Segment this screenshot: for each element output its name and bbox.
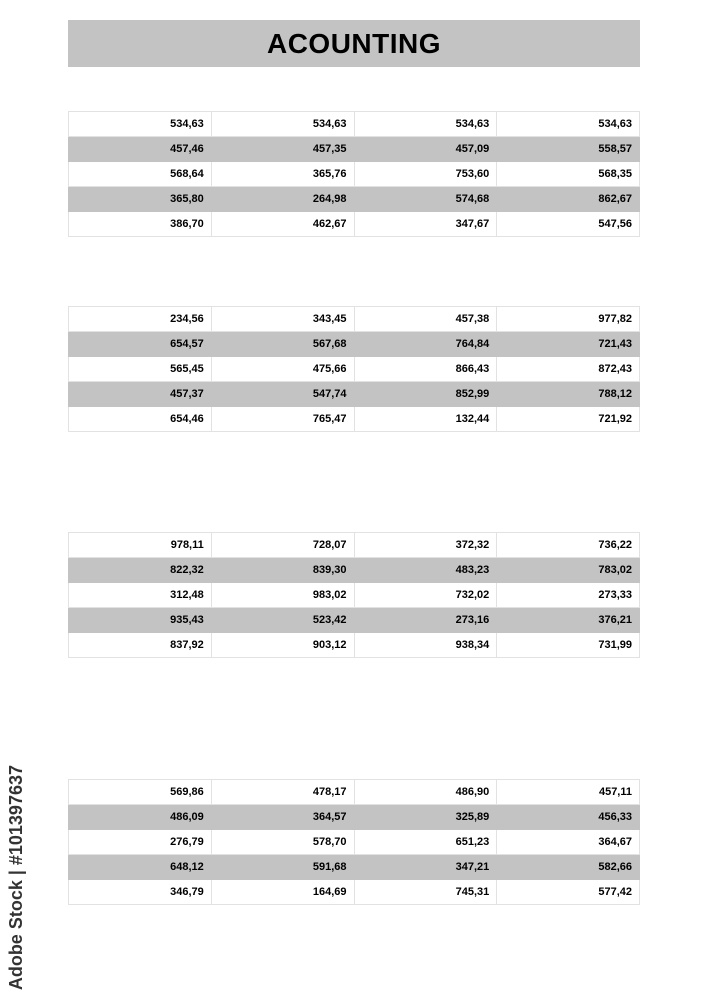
table-cell: 728,07 [211,533,354,558]
table-cell: 264,98 [211,187,354,212]
table-cell: 457,09 [354,137,497,162]
table-cell: 788,12 [497,382,640,407]
table-cell: 132,44 [354,407,497,432]
table-cell: 365,76 [211,162,354,187]
table-cell: 164,69 [211,880,354,905]
table-cell: 565,45 [69,357,212,382]
table-cell: 534,63 [211,112,354,137]
table-cell: 648,12 [69,855,212,880]
table-row [69,633,640,658]
data-table-1 [68,111,640,237]
table-row [69,187,640,212]
title-bar [68,20,640,67]
table-cell: 372,32 [354,533,497,558]
table-cell: 534,63 [69,112,212,137]
table-cell: 386,70 [69,212,212,237]
table-row [69,332,640,357]
table-cell: 783,02 [497,558,640,583]
table-cell: 839,30 [211,558,354,583]
page-title: ACOUNTING [266,27,442,59]
table-cell: 977,82 [497,307,640,332]
table-row [69,780,640,805]
table-cell: 852,99 [354,382,497,407]
table-cell: 276,79 [69,830,212,855]
table-row [69,558,640,583]
table-cell: 983,02 [211,583,354,608]
table-cell: 567,68 [211,332,354,357]
table-row [69,608,640,633]
table-cell: 376,21 [497,608,640,633]
table-row [69,533,640,558]
table-cell: 457,38 [354,307,497,332]
table-cell: 935,43 [69,608,212,633]
table-row [69,307,640,332]
table-cell: 862,67 [497,187,640,212]
table-row [69,162,640,187]
table-cell: 866,43 [354,357,497,382]
table-cell: 574,68 [354,187,497,212]
table-cell: 462,67 [211,212,354,237]
table-cell: 478,17 [211,780,354,805]
table-cell: 457,11 [497,780,640,805]
table-cell: 721,92 [497,407,640,432]
table-cell: 457,35 [211,137,354,162]
table-cell: 273,33 [497,583,640,608]
table-cell: 347,67 [354,212,497,237]
table-cell: 753,60 [354,162,497,187]
table-cell: 486,09 [69,805,212,830]
table-cell: 654,57 [69,332,212,357]
table-cell: 547,56 [497,212,640,237]
table-cell: 343,45 [211,307,354,332]
table-cell: 837,92 [69,633,212,658]
table-cell: 365,80 [69,187,212,212]
table-row [69,112,640,137]
table-cell: 577,42 [497,880,640,905]
data-table-3 [68,532,640,658]
table-cell: 822,32 [69,558,212,583]
table-cell: 578,70 [211,830,354,855]
table-cell: 568,35 [497,162,640,187]
table-cell: 534,63 [354,112,497,137]
table-row [69,407,640,432]
table-cell: 457,37 [69,382,212,407]
table-cell: 732,02 [354,583,497,608]
table-row [69,212,640,237]
table-row [69,805,640,830]
table-cell: 312,48 [69,583,212,608]
table-cell: 654,46 [69,407,212,432]
table-cell: 582,66 [497,855,640,880]
table-cell: 591,68 [211,855,354,880]
table-row [69,880,640,905]
data-table-4 [68,779,640,905]
table-cell: 273,16 [354,608,497,633]
table-row [69,830,640,855]
table-cell: 745,31 [354,880,497,905]
table-cell: 483,23 [354,558,497,583]
table-cell: 346,79 [69,880,212,905]
table-cell: 325,89 [354,805,497,830]
table-cell: 765,47 [211,407,354,432]
table-cell: 486,90 [354,780,497,805]
table-cell: 364,57 [211,805,354,830]
table-cell: 568,64 [69,162,212,187]
table-row [69,855,640,880]
table-cell: 569,86 [69,780,212,805]
table-row [69,583,640,608]
table-cell: 558,57 [497,137,640,162]
table-cell: 764,84 [354,332,497,357]
table-cell: 347,21 [354,855,497,880]
table-cell: 651,23 [354,830,497,855]
table-cell: 903,12 [211,633,354,658]
table-row [69,382,640,407]
stock-watermark: Adobe Stock | #101397637 [6,764,26,990]
table-cell: 736,22 [497,533,640,558]
table-cell: 938,34 [354,633,497,658]
table-cell: 721,43 [497,332,640,357]
table-cell: 523,42 [211,608,354,633]
table-cell: 978,11 [69,533,212,558]
data-table-2 [68,306,640,432]
table-cell: 456,33 [497,805,640,830]
table-row [69,137,640,162]
table-cell: 547,74 [211,382,354,407]
table-cell: 731,99 [497,633,640,658]
table-cell: 364,67 [497,830,640,855]
table-cell: 534,63 [497,112,640,137]
table-cell: 475,66 [211,357,354,382]
table-cell: 234,56 [69,307,212,332]
table-cell: 457,46 [69,137,212,162]
table-row [69,357,640,382]
table-cell: 872,43 [497,357,640,382]
